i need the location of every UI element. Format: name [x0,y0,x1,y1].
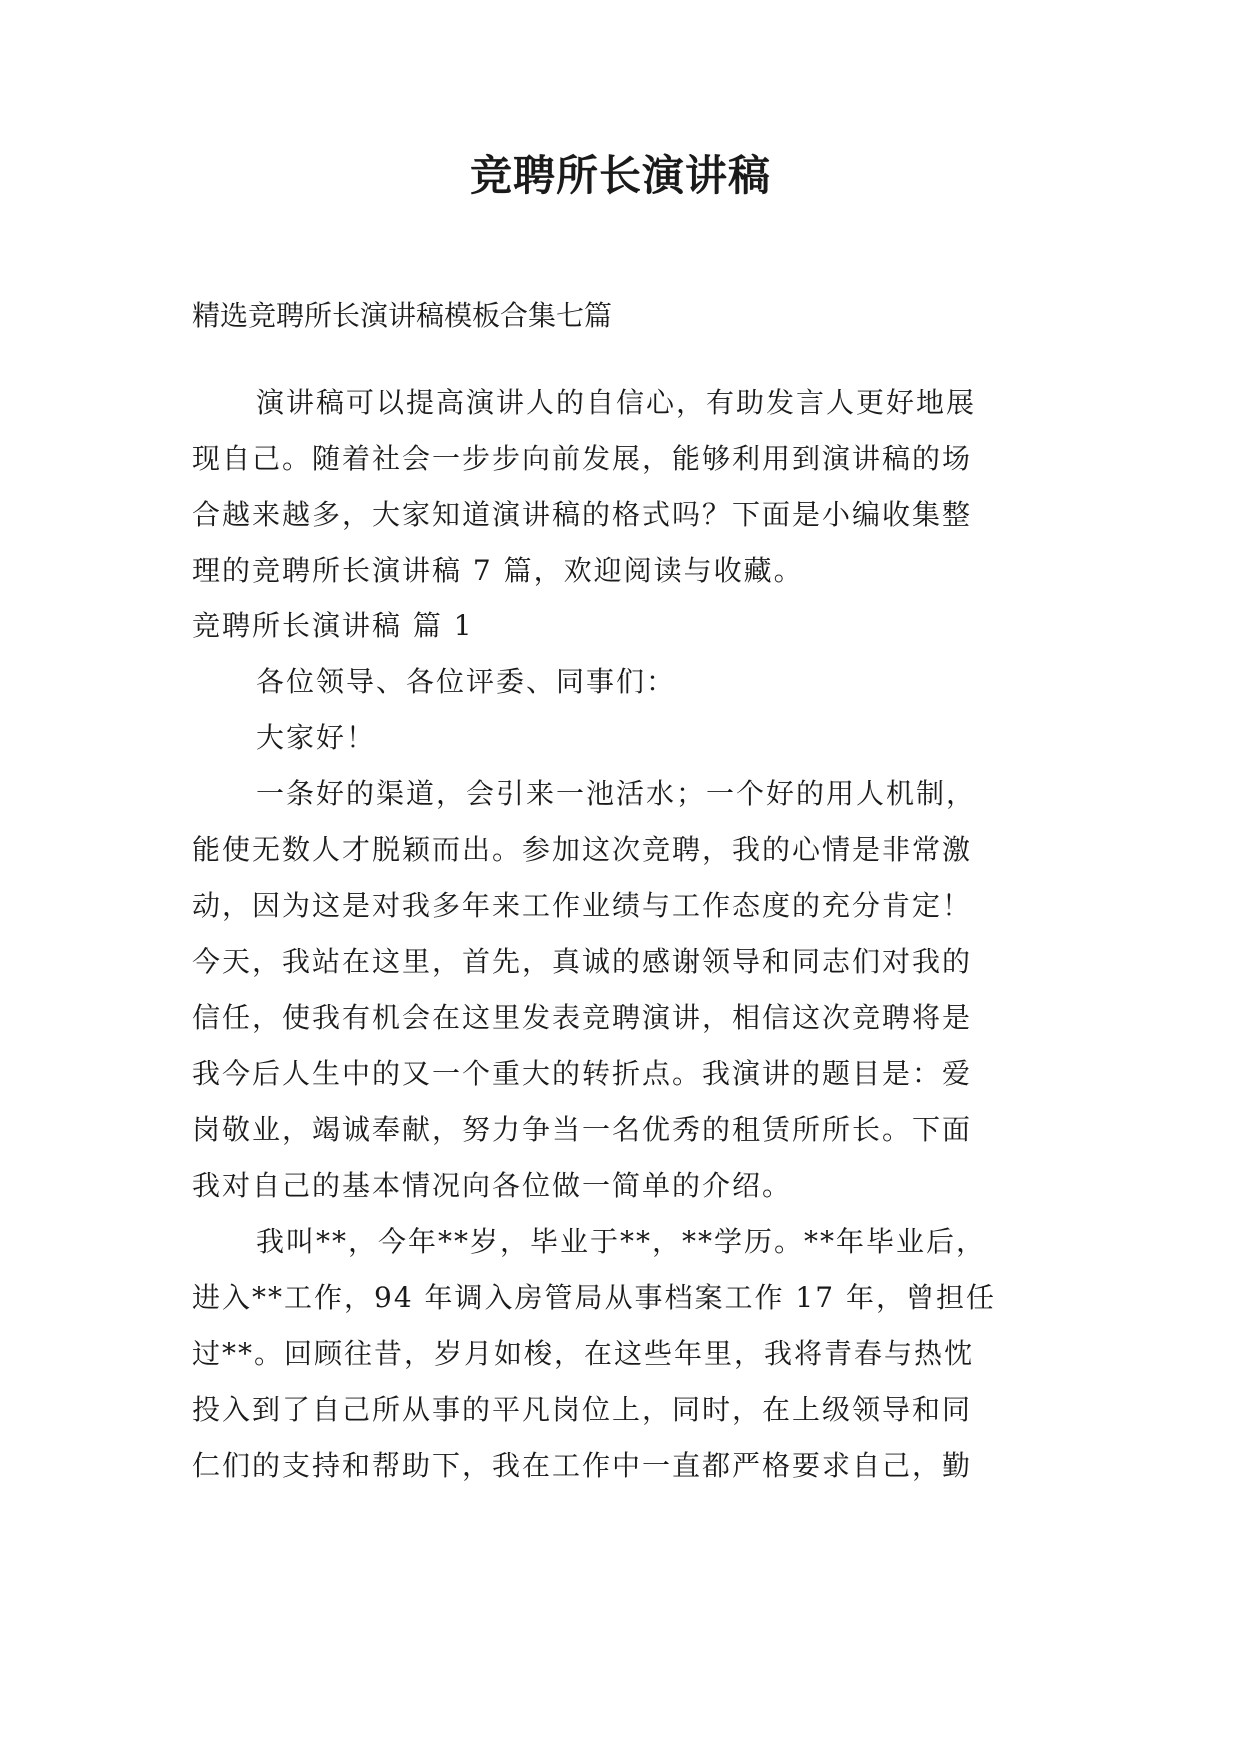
paragraph-line-14: 进入**工作，94 年调入房管局从事档案工作 17 年，曾担任 [192,1281,996,1314]
paragraph-line-4: 理的竞聘所长演讲稿 7 篇，欢迎阅读与收藏。 [192,554,804,587]
greeting: 大家好！ [256,721,377,754]
document-subtitle: 精选竞聘所长演讲稿模板合集七篇 [192,299,613,332]
paragraph-line-11: 岗敬业，竭诚奉献，努力争当一名优秀的租赁所所长。下面 [192,1113,973,1146]
paragraph-line-13: 我叫**，今年**岁，毕业于**，**学历。**年毕业后， [256,1225,987,1258]
section-heading: 竞聘所长演讲稿 篇 1 [192,609,474,642]
paragraph-line-5: 一条好的渠道，会引来一池活水；一个好的用人机制， [256,777,977,810]
paragraph-line-2: 现自己。随着社会一步步向前发展，能够利用到演讲稿的场 [192,442,973,475]
paragraph-line-15: 过**。回顾往昔，岁月如梭，在这些年里，我将青春与热忱 [192,1337,975,1370]
paragraph-line-1: 演讲稿可以提高演讲人的自信心，有助发言人更好地展 [256,386,977,419]
paragraph-line-9: 信任，使我有机会在这里发表竞聘演讲，相信这次竞聘将是 [192,1001,973,1034]
paragraph-line-6: 能使无数人才脱颖而出。参加这次竞聘，我的心情是非常激 [192,833,973,866]
salutation: 各位领导、各位评委、同事们： [256,665,677,698]
paragraph-line-8: 今天，我站在这里，首先，真诚的感谢领导和同志们对我的 [192,945,973,978]
paragraph-line-12: 我对自己的基本情况向各位做一简单的介绍。 [192,1169,793,1202]
paragraph-line-16: 投入到了自己所从事的平凡岗位上，同时，在上级领导和同 [192,1393,973,1426]
paragraph-line-10: 我今后人生中的又一个重大的转折点。我演讲的题目是：爱 [192,1057,973,1090]
paragraph-line-3: 合越来越多，大家知道演讲稿的格式吗？下面是小编收集整 [192,498,973,531]
paragraph-line-17: 仁们的支持和帮助下，我在工作中一直都严格要求自己，勤 [192,1449,973,1482]
document-title: 竞聘所长演讲稿 [469,151,771,200]
paragraph-line-7: 动，因为这是对我多年来工作业绩与工作态度的充分肯定！ [192,889,973,922]
